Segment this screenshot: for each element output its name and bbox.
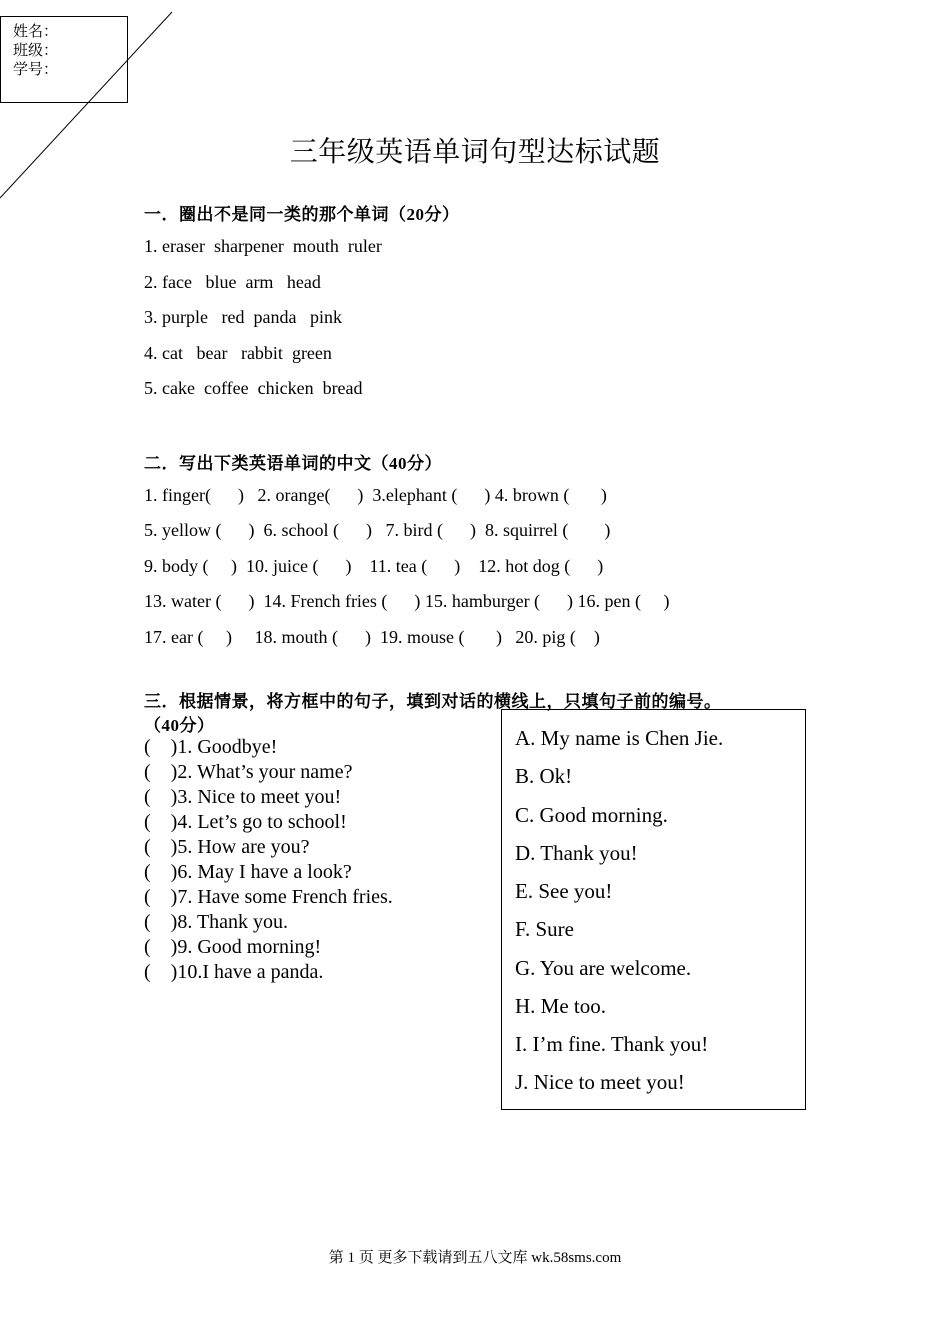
- section2-item: 5. yellow ( ) 6. school ( ) 7. bird ( ) 8. squirrel ( ): [144, 520, 611, 540]
- dialogue-question: ( )3. Nice to meet you!: [144, 786, 342, 808]
- section3-heading-score: （40分）: [144, 716, 215, 735]
- dialogue-question: ( )7. Have some French fries.: [144, 886, 393, 908]
- answer-option: J. Nice to meet you!: [515, 1070, 685, 1094]
- section2-item: 9. body ( ) 10. juice ( ) 11. tea ( ) 12. hot dog ( ): [144, 556, 604, 576]
- section2-item: 17. ear ( ) 18. mouth ( ) 19. mouse ( ) 20. pig ( ): [144, 627, 600, 647]
- answer-option: F. Sure: [515, 917, 574, 941]
- section2-heading: 二．写出下类英语单词的中文（40分）: [144, 454, 442, 473]
- section1-item: 1. eraser sharpener mouth ruler: [144, 236, 382, 256]
- answer-option: D. Thank you!: [515, 841, 638, 865]
- section1-item: 5. cake coffee chicken bread: [144, 378, 363, 398]
- answer-option: G. You are welcome.: [515, 956, 692, 980]
- answer-option: H. Me too.: [515, 994, 606, 1018]
- page-footer: 第 1 页 更多下载请到五八文库 wk.58sms.com: [328, 1250, 622, 1266]
- dialogue-question: ( )10.I have a panda.: [144, 961, 324, 983]
- answer-option: E. See you!: [515, 879, 613, 903]
- answer-option: I. I’m fine. Thank you!: [515, 1032, 709, 1056]
- answer-options-box: [501, 709, 806, 1110]
- section2-item: 1. finger( ) 2. orange( ) 3.elephant ( ) 4. brown ( ): [144, 485, 607, 505]
- dialogue-question: ( )4. Let’s go to school!: [144, 811, 347, 833]
- answer-option: C. Good morning.: [515, 803, 668, 827]
- section1-item: 2. face blue arm head: [144, 272, 321, 292]
- student-number-label: 学号：: [13, 62, 59, 78]
- section1-item: 4. cat bear rabbit green: [144, 343, 332, 363]
- class-label: 班级：: [13, 43, 59, 59]
- section1-item: 3. purple red panda pink: [144, 307, 342, 327]
- dialogue-question: ( )8. Thank you.: [144, 911, 289, 933]
- dialogue-question: ( )1. Goodbye!: [144, 736, 278, 758]
- dialogue-question: ( )2. What’s your name?: [144, 761, 353, 783]
- answer-option: B. Ok!: [515, 764, 573, 788]
- dialogue-question: ( )6. May I have a look?: [144, 861, 352, 883]
- section2-item: 13. water ( ) 14. French fries ( ) 15. hamburger ( ) 16. pen ( ): [144, 591, 670, 611]
- dialogue-question: ( )5. How are you?: [144, 836, 310, 858]
- name-label: 姓名：: [13, 24, 59, 40]
- answer-option: A. My name is Chen Jie.: [515, 726, 724, 750]
- section1-heading: 一．圈出不是同一类的那个单词（20分）: [144, 205, 460, 224]
- seal-line: [0, 0, 180, 205]
- page-title: 三年级英语单词句型达标试题: [289, 137, 661, 168]
- dialogue-question: ( )9. Good morning!: [144, 936, 322, 958]
- section3-heading: 三．根据情景，将方框中的句子，填到对话的横线上，只填句子前的编号。: [144, 692, 722, 711]
